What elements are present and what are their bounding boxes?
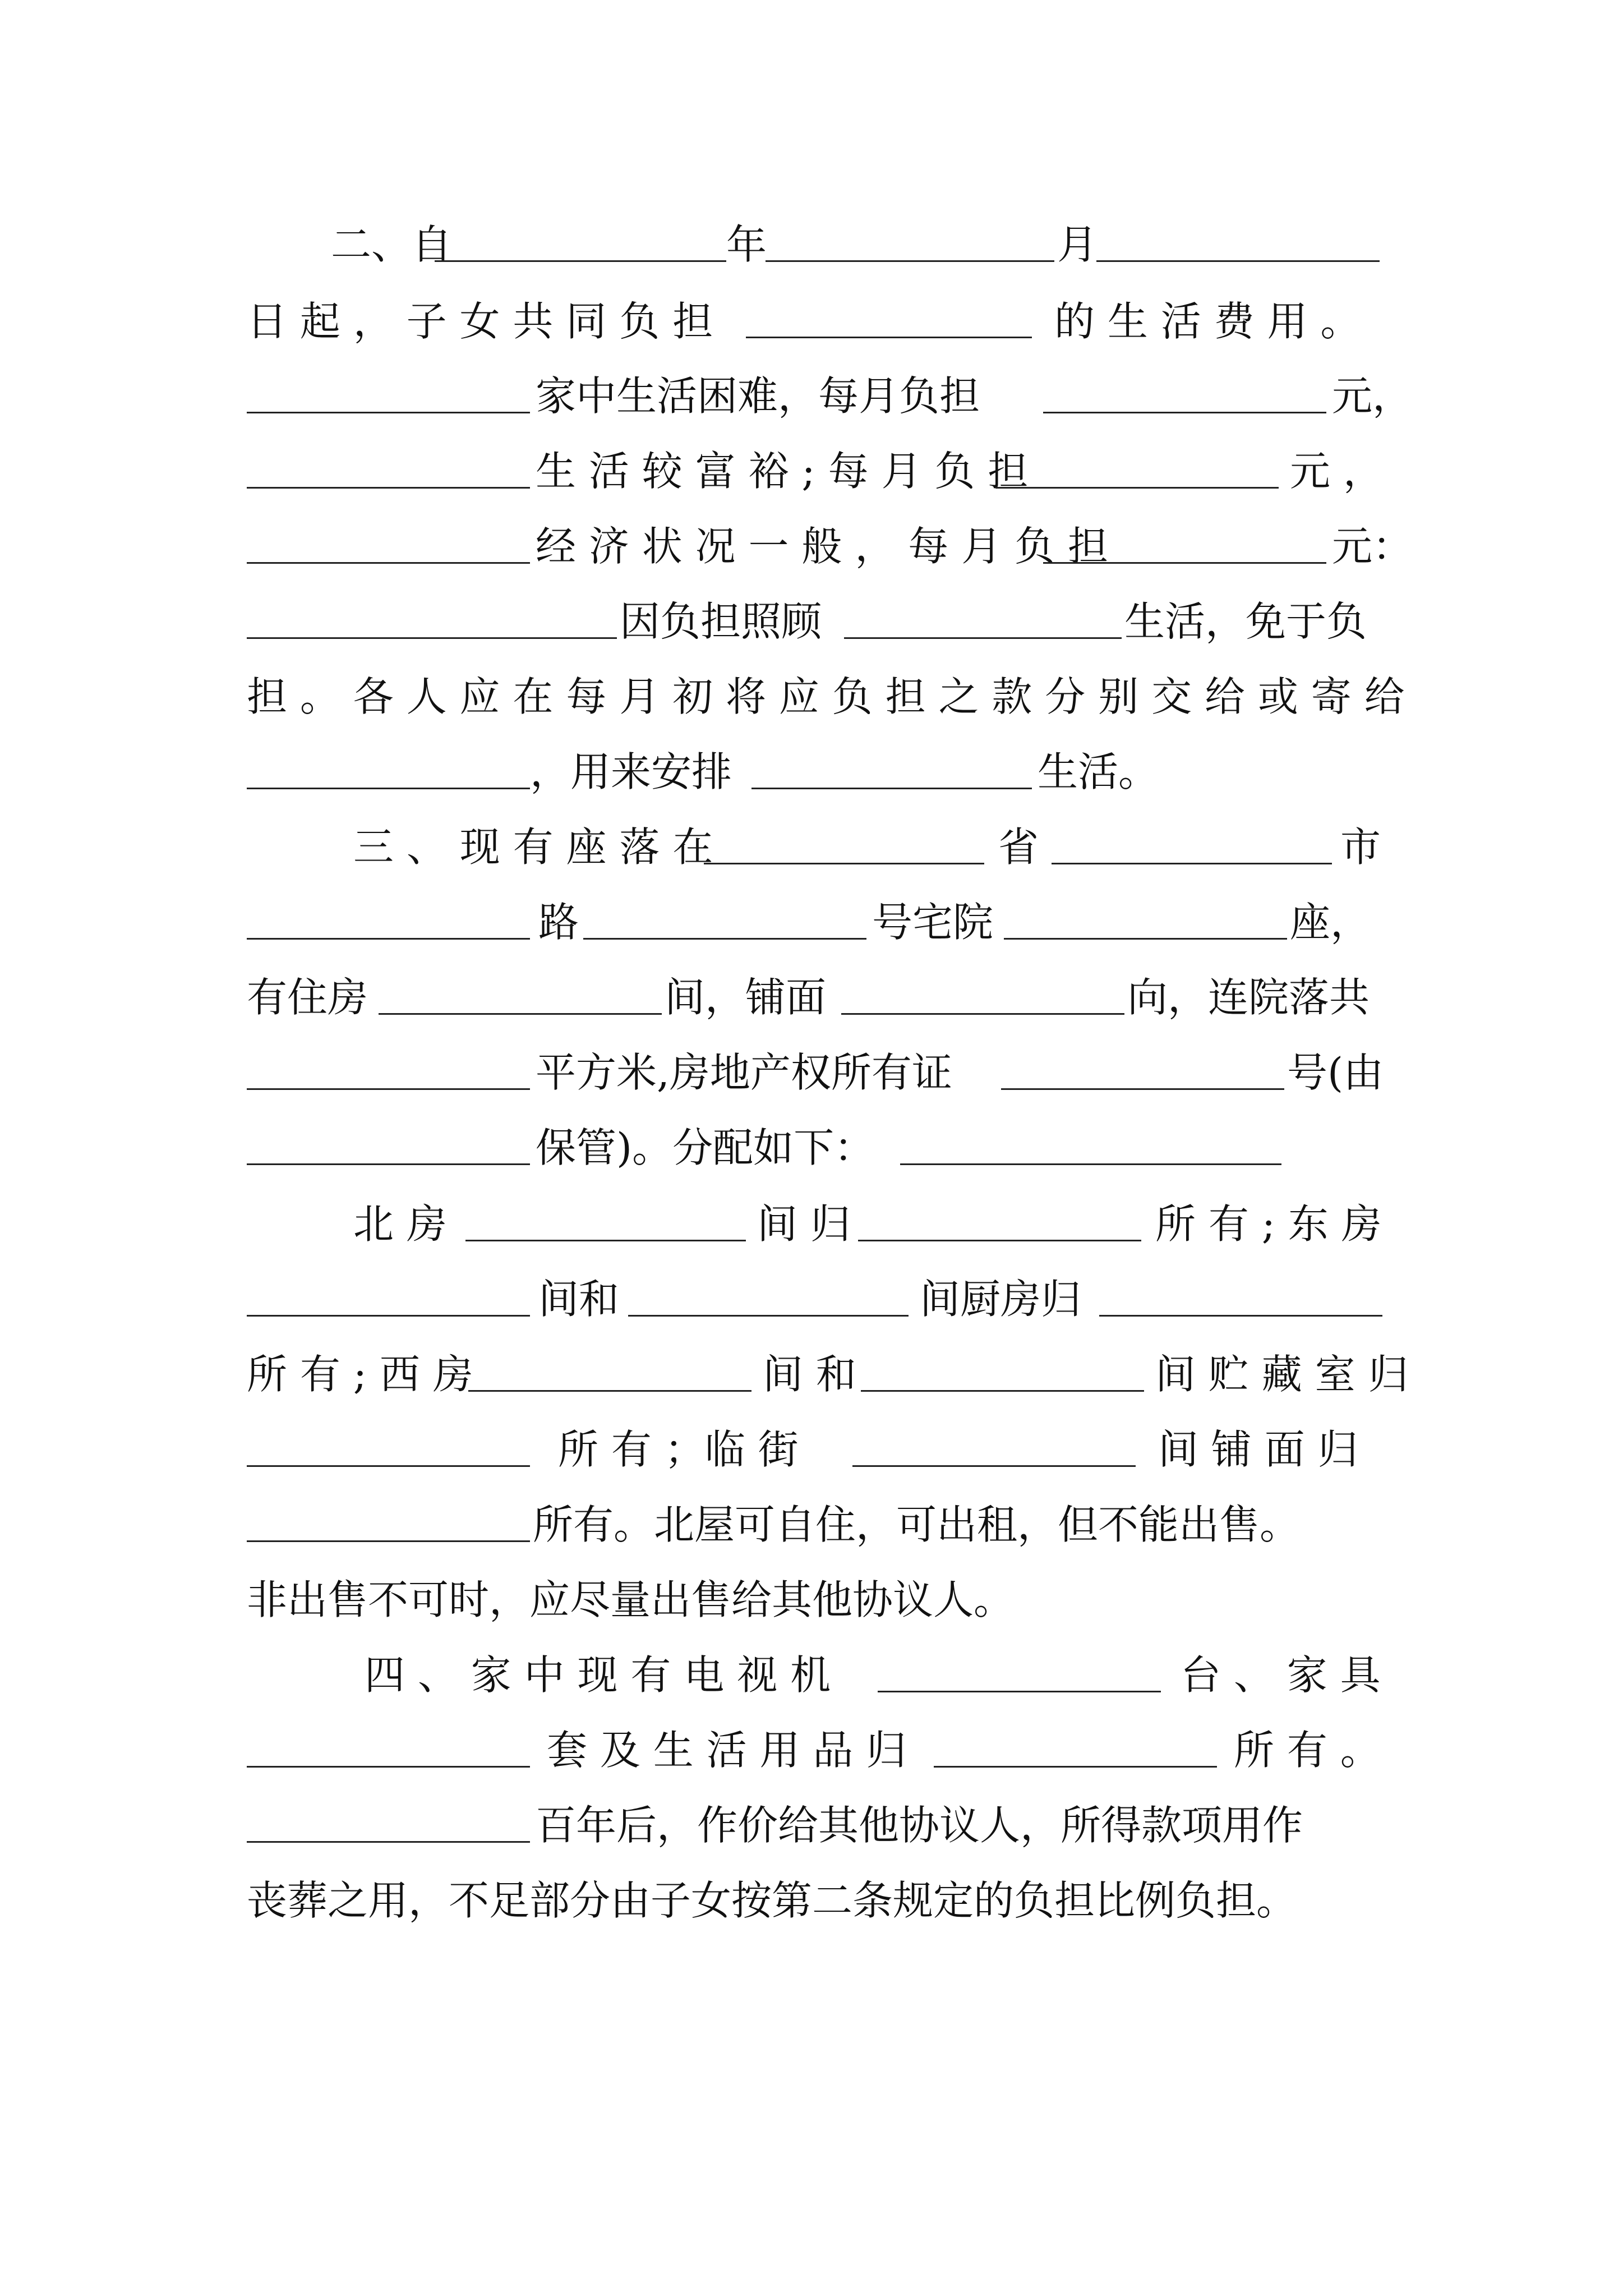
blank-field[interactable] <box>766 260 1054 262</box>
blank-field[interactable] <box>704 863 984 864</box>
clause4-text-2: 台 、 家 具 <box>1181 1651 1381 1699</box>
clause3-text-3: 市 <box>1340 823 1381 871</box>
blank-field[interactable] <box>468 1390 751 1392</box>
blank-field[interactable] <box>1052 863 1332 864</box>
clause3-text-10: 平方米,房地产权所有证 <box>536 1049 952 1096</box>
blank-field[interactable] <box>878 1691 1161 1692</box>
clause2-text-12: 因负担照顾 <box>620 598 822 645</box>
blank-field[interactable] <box>841 1013 1124 1015</box>
clause3-text-9: 向，连院落共 <box>1127 974 1370 1021</box>
blank-field[interactable] <box>844 637 1122 639</box>
blank-field[interactable] <box>1096 260 1380 262</box>
blank-field[interactable] <box>247 1766 530 1768</box>
blank-field[interactable] <box>1043 412 1326 413</box>
clause2-text-15: ，用来安排 <box>530 748 732 795</box>
clause4-text-4: 所 有 。 <box>1234 1727 1381 1774</box>
clause3-text-4: 路 <box>538 899 579 946</box>
blank-field[interactable] <box>379 1013 662 1015</box>
clause3-text-20: 间 贮 藏 室 归 <box>1155 1351 1409 1398</box>
blank-field[interactable] <box>1099 1315 1382 1317</box>
clause3-text-13: 北 房 <box>353 1200 447 1248</box>
blank-field[interactable] <box>465 1240 746 1241</box>
blank-field[interactable] <box>751 788 1032 789</box>
clause2-text-10: 经 济 状 况 一 般 ， 每 月 负 担 <box>536 523 1108 570</box>
clause3-text-18: 所 有 ; 西 房 <box>247 1351 473 1398</box>
blank-field[interactable] <box>247 1315 530 1317</box>
blank-field[interactable] <box>1001 1088 1284 1090</box>
clause3-text-23: 所有。北屋可自住，可出租，但不能出售。 <box>533 1501 1301 1548</box>
clause3-text-24: 非出售不可时，应尽量出售给其他协议人。 <box>247 1576 1015 1623</box>
blank-field[interactable] <box>247 487 530 489</box>
clause3-text-12: 保管)。分配如下： <box>536 1124 875 1171</box>
clause2-text-7: 元， <box>1332 372 1413 420</box>
clause4-text-6: 丧葬之用，不足部分由子女按第二条规定的负担比例负担。 <box>247 1877 1297 1924</box>
blank-field[interactable] <box>247 788 530 789</box>
blank-field[interactable] <box>247 562 530 564</box>
clause2-text-3: 月 <box>1057 221 1098 268</box>
blank-field[interactable] <box>247 1841 530 1843</box>
clause2-text-8: 生 活 较 富 裕 ; 每 月 负 担 <box>536 448 1029 495</box>
clause4-text-5: 百年后，作价给其他协议人，所得款项用作 <box>536 1802 1303 1849</box>
blank-field[interactable] <box>746 337 1032 338</box>
clause2-text-1: 二、自 <box>331 221 453 268</box>
clause3-text-21: 所 有 ；临 街 <box>558 1426 799 1473</box>
blank-field[interactable] <box>435 260 726 262</box>
blank-field[interactable] <box>1004 938 1287 940</box>
blank-field[interactable] <box>628 1315 909 1317</box>
blank-field[interactable] <box>852 1465 1136 1467</box>
clause4-text-3: 套 及 生 活 用 品 归 <box>547 1727 907 1774</box>
clause3-text-5: 号宅院 <box>872 899 994 946</box>
blank-field[interactable] <box>583 938 866 940</box>
clause3-text-14: 间 归 <box>757 1200 851 1248</box>
clause3-text-17: 间厨房归 <box>920 1276 1082 1323</box>
blank-field[interactable] <box>247 938 530 940</box>
blank-field[interactable] <box>858 1240 1141 1241</box>
blank-field[interactable] <box>861 1390 1144 1392</box>
clause3-text-22: 间 铺 面 归 <box>1158 1426 1358 1473</box>
blank-field[interactable] <box>247 412 530 413</box>
clause3-text-15: 所 有 ; 东 房 <box>1155 1200 1382 1248</box>
clause3-text-6: 座， <box>1290 899 1371 946</box>
clause3-text-11: 号(由 <box>1287 1049 1384 1096</box>
clause2-text-14: 担 。 各 人 应 在 每 月 初 将 应 负 担 之 款 分 别 交 给 或 寄 给 <box>247 673 1405 720</box>
clause2-text-13: 生活，免于负 <box>1124 598 1367 645</box>
clause2-text-2: 年 <box>726 221 767 268</box>
clause2-text-9: 元 ， <box>1290 448 1384 495</box>
clause4-text-1: 四 、 家 中 现 有 电 视 机 <box>365 1651 831 1699</box>
clause3-text-8: 间，铺面 <box>665 974 827 1021</box>
blank-field[interactable] <box>1043 562 1326 564</box>
clause3-text-16: 间和 <box>538 1276 620 1323</box>
clause2-text-16: 生活。 <box>1038 748 1159 795</box>
blank-field[interactable] <box>247 1465 530 1467</box>
clause2-text-6: 家中生活困难，每月负担 <box>536 372 980 420</box>
blank-field[interactable] <box>900 1163 1281 1165</box>
blank-field[interactable] <box>247 1088 530 1090</box>
blank-field[interactable] <box>934 1766 1217 1768</box>
clause3-text-19: 间 和 <box>763 1351 856 1398</box>
clause2-text-4: 日 起 ， 子 女 共 同 负 担 <box>247 298 713 345</box>
clause3-text-1: 三 、 现 有 座 落 在 <box>353 823 713 871</box>
clause3-text-2: 省 <box>998 823 1039 871</box>
clause2-text-11: 元： <box>1332 523 1413 570</box>
clause2-text-5: 的 生 活 费 用 。 <box>1054 298 1361 345</box>
blank-field[interactable] <box>247 1540 530 1542</box>
blank-field[interactable] <box>995 487 1279 489</box>
clause3-text-7: 有住房 <box>247 974 368 1021</box>
blank-field[interactable] <box>247 1163 530 1165</box>
blank-field[interactable] <box>247 637 617 639</box>
